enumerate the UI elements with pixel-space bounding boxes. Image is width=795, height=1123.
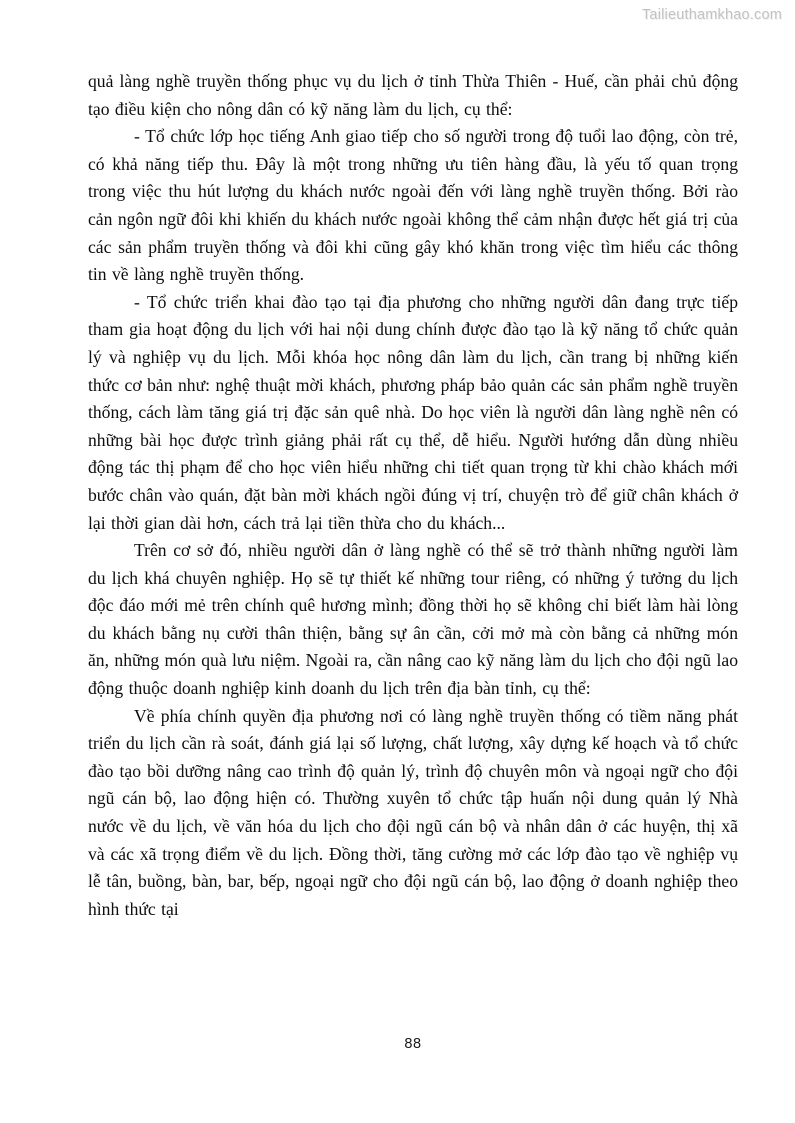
watermark-text: Tailieuthamkhao.com [641,7,782,23]
paragraph-local-government: Về phía chính quyền địa phương nơi có làng nghề truyền thống có tiềm năng phát triển du lịch cần rà soát, đánh giá lại số lượng, chất lượng, xây dựng kế hoạch và tổ chức đào tạo bồi dưỡng nâng cao trình độ quản lý, trình độ chuyên môn và ngoại ngữ cho đội ngũ cán bộ, lao động hiện có. Thường xuyên tổ chức tập huấn nội dung quản lý Nhà nước về du lịch, về văn hóa du lịch cho đội ngũ cán bộ và nhân dân ở các huyện, thị xã và các xã trọng điểm về du lịch. Đồng thời, tăng cường mở các lớp đào tạo về nghiệp vụ lễ tân, buồng, bàn, bar, bếp, ngoại ngữ cho đội ngũ cán bộ, lao động ở doanh nghiệp theo hình thức tại [88,705,738,919]
paragraph-bullet-english-class: - Tổ chức lớp học tiếng Anh giao tiếp cho số người trong độ tuổi lao động, còn trẻ, có khả năng tiếp thu. Đây là một trong những ưu tiên hàng đầu, là yếu tố quan trọng trong việc thu hút lượng du khách nước ngoài đến với làng nghề truyền thống. Bởi rào cản ngôn ngữ đôi khi khiến du khách nước ngoài không thể cảm nhận được hết giá trị của các sản phẩm truyền thống và đôi khi cũng gây khó khăn trong việc tìm hiểu các thông tin về làng nghề truyền thống. [88,126,738,285]
paragraph-professional-villagers: Trên cơ sở đó, nhiều người dân ở làng nghề có thể sẽ trở thành những người làm du lịch khá chuyên nghiệp. Họ sẽ tự thiết kế những tour riêng, có những ý tưởng du lịch độc đáo mới mẻ trên chính quê hương mình; đồng thời họ sẽ không chỉ biết làm hài lòng du khách bằng nụ cười thân thiện, bằng sự ân cần, cởi mở mà còn bằng cả những món ăn, những món quà lưu niệm. Ngoài ra, cần nâng cao kỹ năng làm du lịch cho đội ngũ lao động thuộc doanh nghiệp kinh doanh du lịch trên địa bàn tỉnh, cụ thể: [88,540,738,699]
paragraph-bullet-local-training: - Tổ chức triển khai đào tạo tại địa phương cho những người dân đang trực tiếp tham gia hoạt động du lịch với hai nội dung chính được đào tạo là kỹ năng tổ chức quản lý và nghiệp vụ du lịch. Mỗi khóa học nông dân làm du lịch, cần trang bị những kiến thức cơ bản như: nghệ thuật mời khách, phương pháp bảo quản các sản phẩm nghề truyền thống, cách làm tăng giá trị đặc sản quê nhà. Do học viên là người dân làng nghề nên có những bài học được trình giảng phải rất cụ thể, dễ hiểu. Người hướng dẫn dùng nhiều động tác thị phạm để cho học viên hiểu những chi tiết quan trọng từ khi chào khách mới bước chân vào quán, đặt bàn mời khách ngồi đúng vị trí, chuyện trò để giữ chân khách ở lại thời gian dài hơn, cách trả lại tiền thừa cho du khách... [88,291,738,533]
document-body [88,68,738,923]
paragraph-continuation: quả làng nghề truyền thống phục vụ du lịch ở tỉnh Thừa Thiên - Huế, cần phải chủ động tạo điều kiện cho nông dân có kỹ năng làm du lịch, cụ thể: [88,71,738,119]
page-number: 88 [404,1036,422,1052]
